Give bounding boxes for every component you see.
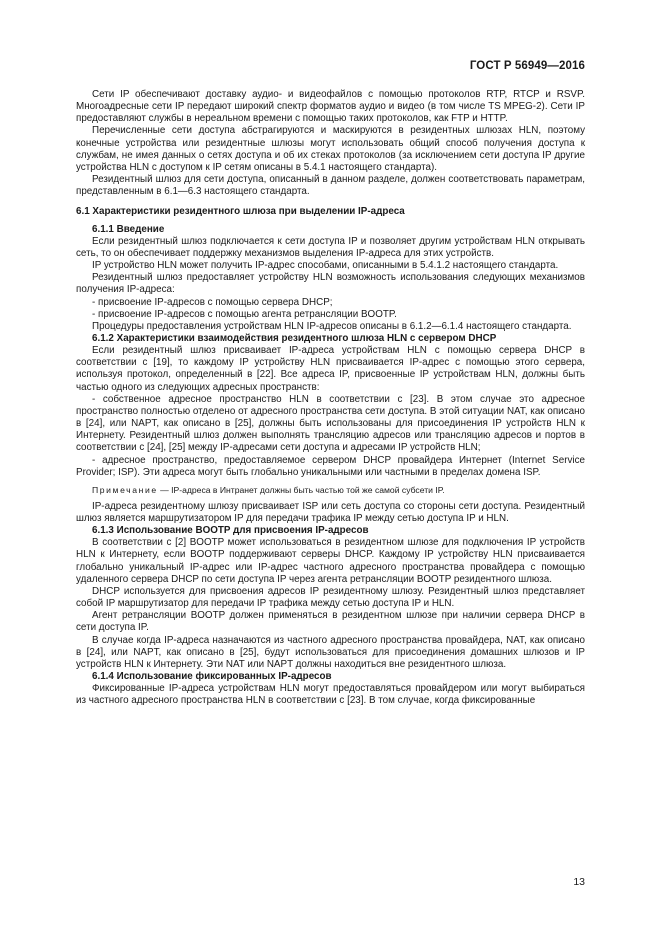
paragraph: Если резидентный шлюз подключается к сети доступа IP и позволяет другим устройствам HLN открывать сеть, то он обеспечивает поддержку механизмов выделения IP-адреса для этих устройств. (76, 235, 585, 259)
paragraph: Резидентный шлюз для сети доступа, описанный в данном разделе, должен соответствовать параметрам, представленным в 6.1—6.3 настоящего стандарта. (76, 174, 585, 198)
paragraph: IP-адреса резидентному шлюзу присваивает ISP или сеть доступа со стороны сети доступа. Резидентный шлюз является маршрутизатором IP для передачи трафика IP между сетью доступа IP и HLN. (76, 500, 585, 524)
list-item: - присвоение IP-адресов с помощью агента ретрансляции BOOTP. (92, 308, 397, 320)
paragraph: В случае когда IP-адреса назначаются из частного адресного пространства провайдера, NAT, как описано в [24], или NAPT, как описано в [25], будут использоваться для присоединения домашних шлюзов и IP устройств HLN к Интернету. Эти NAT или NAPT должны находиться вне резидентного шлюза. (76, 634, 585, 670)
note-label: Примечание (92, 484, 158, 495)
note (76, 484, 585, 496)
list-item: - адресное пространство, предоставляемое сервером DHCP провайдера Интернет (Internet Service Provider; ISP). Эти адреса могут быть глобально уникальными или частными в пределах домена ISP. (76, 454, 585, 478)
paragraph: Сети IP обеспечивают доставку аудио- и видеофайлов с помощью протоколов RTP, RTCP и RSVP. Многоадресные сети IP передают широкий спектр форматов аудио и видео (в том числе TS MPEG-2). Сети IP предоставляют службы в нереальном времени с помощью таких протоколов, как FTP и HTTP. (76, 89, 585, 125)
paragraph: IP устройство HLN может получить IP-адрес способами, описанными в 5.4.1.2 настоящего стандарта. (92, 260, 559, 272)
subsection-heading-6-1-2: 6.1.2 Характеристики взаимодействия резидентного шлюза HLN с сервером DHCP (92, 332, 497, 344)
paragraph: Фиксированные IP-адреса устройствам HLN могут предоставляться провайдером или могут выбираться из частного адресного пространства HLN в соответствии с [23]. В том случае, когда фиксированные (76, 683, 585, 707)
paragraph: В соответствии с [2] BOOTP может использоваться в резидентном шлюзе для подключения IP устройств HLN к Интернету, если BOOTP поддерживают серверы DHCP. Каждому IP устройству HLN присваивается глобально уникальный IP-адрес или IP-адрес частного адресного пространства провайдера с помощью удаленного сервера DHCP по сети доступа IP через агента ретрансляции BOOTP резидентного шлюза. (76, 537, 585, 585)
list-item: - присвоение IP-адресов с помощью сервера DHCP; (92, 296, 333, 308)
subsection-heading-6-1-1: 6.1.1 Введение (92, 223, 165, 235)
subsection-heading-6-1-3: 6.1.3 Использование BOOTP для присвоения IP-адресов (92, 525, 369, 537)
document-code-header: ГОСТ Р 56949—2016 (469, 60, 585, 72)
list-item: - собственное адресное пространство HLN в соответствии с [23]. В этом случае это адресное пространство полностью отделено от адресного пространства сети доступа. В этой ситуации NAT, как описано в [24], или NAPT, как описано в [25], должны быть использованы для присоединения IP устройств HLN к Интернету. Резидентный шлюз должен выполнять трансляцию адресов или трансляцию адресов и портов в соответствии с [24], [25] между IP-адресами сети доступа и адресами IP устройств HLN; (76, 393, 585, 454)
paragraph: Резидентный шлюз предоставляет устройству HLN возможность использования следующих механизмов получения IP-адреса: (76, 272, 585, 296)
paragraph: Если резидентный шлюз присваивает IP-адреса устройствам HLN с помощью сервера DHCP в соответствии с [19], то каждому IP устройству HLN присваивается IP-адрес с помощью этого сервера, используя протокол, определенный в [22]. Все адреса IP, присвоенные IP устройствам HLN, должны быть частью одного из следующих адресных пространств: (76, 345, 585, 393)
section-heading-6-1: 6.1 Характеристики резидентного шлюза при выделении IP-адреса (76, 206, 405, 218)
page-number: 13 (573, 876, 585, 888)
document-body (76, 89, 585, 708)
note-text: — IP-адреса в Интранет должны быть частью той же самой субсети IP. (157, 484, 445, 495)
paragraph: Перечисленные сети доступа абстрагируются и маскируются в резидентных шлюзах HLN, поэтому конечные устройства или резидентные шлюзы могут использовать общий способ получения доступа к службам, не имея данных о сетях доступа и об их стеках протоколов (за исключением сети доступа IP другие устройства HLN с доступом к IP сетям описаны в 5.4.1 настоящего стандарта). (76, 125, 585, 173)
paragraph: Процедуры предоставления устройствам HLN IP-адресов описаны в 6.1.2—6.1.4 настоящего стандарта. (92, 320, 572, 332)
paragraph: Агент ретрансляции BOOTP должен применяться в резидентном шлюзе при наличии сервера DHCP в сети доступа IP. (76, 610, 585, 634)
paragraph: DHCP используется для присвоения адресов IP резидентному шлюзу. Резидентный шлюз представляет собой IP маршрутизатор для передачи IP трафика между сетью доступа IP и HLN. (76, 585, 585, 610)
subsection-heading-6-1-4: 6.1.4 Использование фиксированных IP-адресов (92, 671, 332, 683)
